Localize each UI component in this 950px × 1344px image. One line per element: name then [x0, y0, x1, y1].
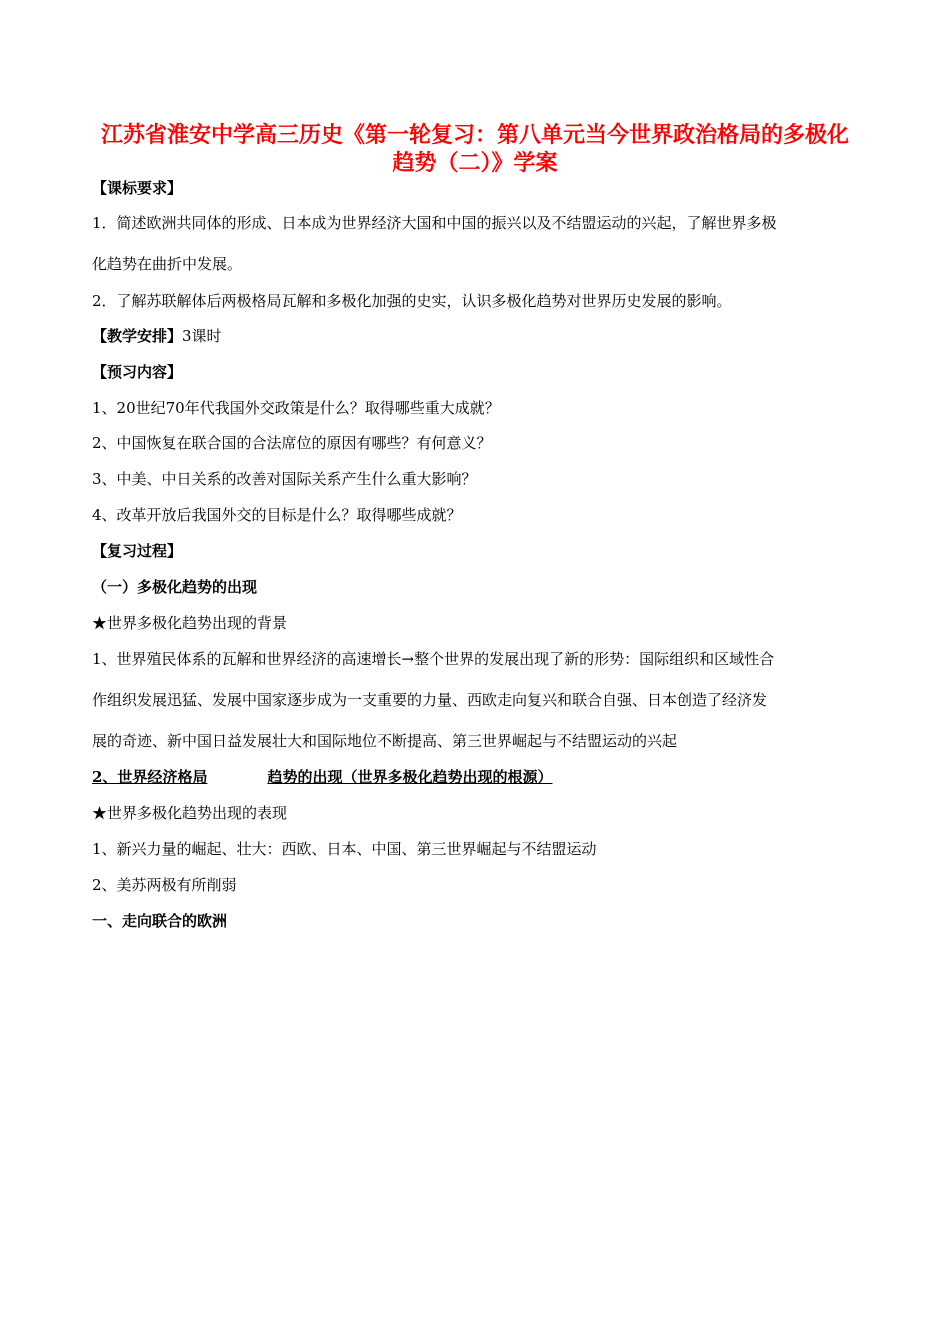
background-para-line-2: 作组织发展迅猛、发展中国家逐步成为一支重要的力量、西欧走向复兴和联合自强、日本创造了经济发	[92, 691, 768, 709]
economy-pattern-part-2: 趋势的出现（世界多极化趋势出现的根源）	[267, 768, 553, 786]
economy-pattern-line	[92, 767, 872, 787]
yuxi-item: 4、改革开放后我国外交的目标是什么？取得哪些成就？	[92, 506, 462, 524]
yuxi-item: 2、中国恢复在联合国的合法席位的原因有哪些？有何意义？	[92, 434, 492, 452]
kebiao-item-2: 2．了解苏联解体后两极格局瓦解和多极化加强的史实，认识多极化趋势对世界历史发展的影响。	[92, 292, 732, 310]
star-heading-background: ★世界多极化趋势出现的背景	[92, 614, 288, 632]
document-title-line-1: 江苏省淮安中学高三历史《第一轮复习：第八单元当今世界政治格局的多极化	[100, 122, 849, 148]
fuxi-heading: 【复习过程】	[92, 542, 183, 560]
jiaoxue-row	[92, 326, 872, 346]
manifestation-item-1: 1、新兴力量的崛起、壮大：西欧、日本、中国、第三世界崛起与不结盟运动	[92, 840, 597, 858]
economy-pattern-part-1: 2、世界经济格局	[92, 768, 208, 786]
jiaoxue-heading: 【教学安排】	[92, 327, 183, 345]
section-heading-1: （一）多极化趋势的出现	[92, 578, 258, 596]
kebiao-item-1-line-1: 1．简述欧洲共同体的形成、日本成为世界经济大国和中国的振兴以及不结盟运动的兴起，了解世界多极	[92, 214, 777, 232]
document-title-line-2: 趋势（二）》学案	[392, 150, 558, 176]
background-para-line-3: 展的奇迹、新中国日益发展壮大和国际地位不断提高、第三世界崛起与不结盟运动的兴起	[92, 732, 678, 750]
yuxi-item: 3、中美、中日关系的改善对国际关系产生什么重大影响？	[92, 470, 477, 488]
section-heading-europe: 一、走向联合的欧洲	[92, 912, 228, 930]
star-heading-manifestation: ★世界多极化趋势出现的表现	[92, 804, 288, 822]
background-para-line-1: 1、世界殖民体系的瓦解和世界经济的高速增长→整个世界的发展出现了新的形势：国际组织和区域性合	[92, 650, 775, 668]
yuxi-item: 1、20世纪70年代我国外交政策是什么？取得哪些重大成就？	[92, 399, 500, 417]
kebiao-item-1-line-2: 化趋势在曲折中发展。	[92, 255, 243, 273]
jiaoxue-value: 3课时	[182, 327, 222, 345]
yuxi-heading: 【预习内容】	[92, 363, 183, 381]
kebiao-heading: 【课标要求】	[92, 179, 183, 197]
manifestation-item-2: 2、美苏两极有所削弱	[92, 876, 237, 894]
